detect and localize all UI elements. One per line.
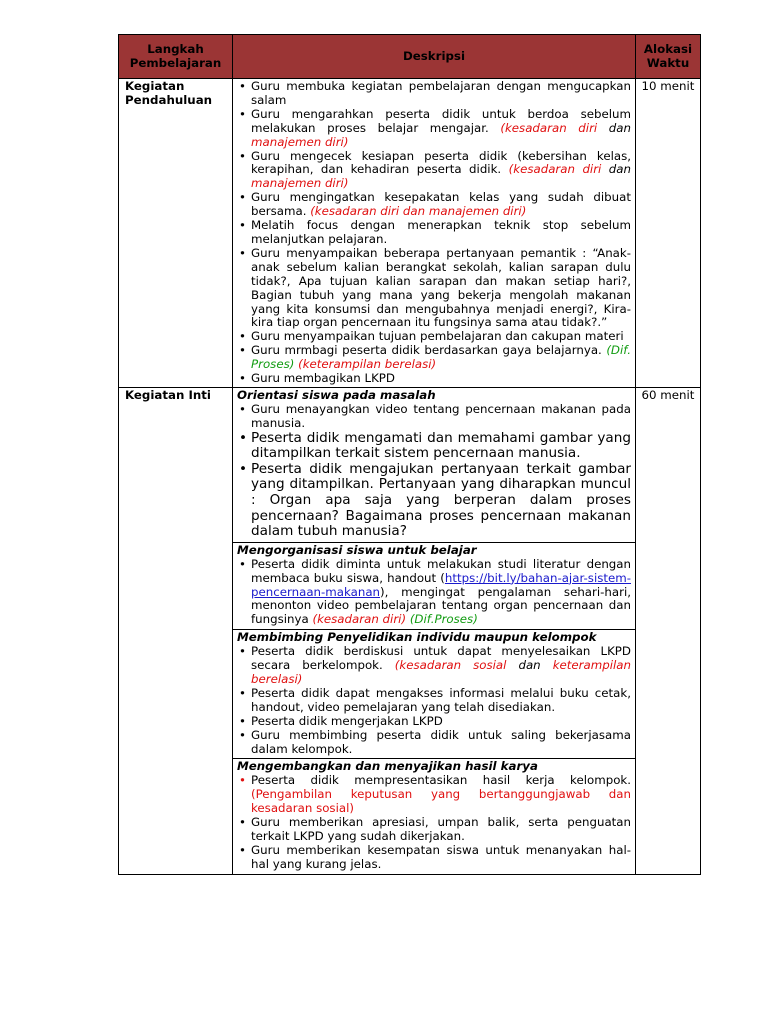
mengembangkan-section [233,759,636,874]
lesson-plan-table [118,34,701,875]
section-title: Orientasi siswa pada masalah [237,387,436,402]
list-item: • Guru menayangkan video tentang pencernaan makanan pada manusia. [237,403,631,431]
list-item: • Melatih focus dengan menerapkan teknik stop sebelum melanjutkan pelajaran. [237,219,631,247]
list-item: • Guru membuka kegiatan pembelajaran dengan mengucapkan salam [237,80,631,108]
list-item: • Peserta didik mempresentasikan hasil kerja kelompok. (Pengambilan keputusan yang bertanggungjawab dan kesadaran sosial) [237,774,631,816]
header-alokasi: Alokasi Waktu [636,35,701,79]
alloc-inti: 60 menit [636,387,701,874]
header-langkah: Langkah Pembelajaran [119,35,233,79]
step-inti: Kegiatan Inti [119,387,233,874]
section-title: Mengorganisasi siswa untuk belajar [237,542,477,557]
list-item: • Peserta didik diminta untuk melakukan studi literatur dengan membaca buku siswa, handout (https://bit.ly/bahan-ajar-sistem-pencernaan-makanan), mengingat pengalaman sehari-hari, menonton video pembelajaran tentang organ pencernaan dan fungsinya (kesadaran diri) (Dif.Proses) [237,558,631,628]
alloc-pendahuluan: 10 menit [636,79,701,388]
table-row [119,387,701,542]
step-pendahuluan: Kegiatan Pendahuluan [119,79,233,388]
membimbing-section [233,630,636,759]
section-title: Membimbing Penyelidikan individu maupun kelompok [237,630,597,645]
description-cell [233,79,636,388]
list-item: • Guru membagikan LKPD [237,372,631,386]
organisasi-section [233,542,636,629]
list-item: • Guru memberikan apresiasi, umpan balik, serta penguatan terkait LKPD yang sudah dikerjakan. [237,816,631,844]
header-deskripsi: Deskripsi [233,35,636,79]
bahan-ajar-link[interactable]: https://bit.ly/bahan-ajar-sistem-pencernaan-makanan [251,570,631,599]
list-item: • Guru menyampaikan tujuan pembelajaran dan cakupan materi [237,330,631,344]
list-item: • Guru mrmbagi peserta didik berdasarkan gaya belajarnya. (Dif. Proses) (keterampilan berelasi) [237,344,631,372]
table-row [119,79,701,388]
list-item: • Peserta didik mengerjakan LKPD [237,715,631,729]
list-item: • Guru menyampaikan beberapa pertanyaan pemantik : “Anak-anak sebelum kalian berangkat sekolah, kalian sarapan dulu tidak?, Apa tujuan kalian sarapan dan makan setiap hari?, Bagian tubuh yang mana yang bekerja mengolah makanan yang kita konsumsi dan mengubahnya menjadi energi?, Kira-kira tiap organ pencernaan itu fungsinya sama atau tidak?.” [237,247,631,330]
list-item: • Guru mengarahkan peserta didik untuk berdoa sebelum melakukan proses belajar mengajar. (kesadaran diri dan manajemen diri) [237,108,631,150]
list-item: • Peserta didik dapat mengakses informasi melalui buku cetak, handout, video pemelajaran yang telah disediakan. [237,687,631,715]
list-item: • Peserta didik berdiskusi untuk dapat menyelesaikan LKPD secara berkelompok. (kesadaran sosial dan keterampilan berelasi) [237,645,631,687]
orientasi-section [233,387,636,542]
list-item: • Guru mengingatkan kesepakatan kelas yang sudah dibuat bersama. (kesadaran diri dan manajemen diri) [237,191,631,219]
list-item: • Guru mengecek kesiapan peserta didik (kebersihan kelas, kerapihan, dan kehadiran peserta didik. (kesadaran diri dan manajemen diri) [237,150,631,192]
section-title: Mengembangkan dan menyajikan hasil karya [237,759,538,774]
list-item: • Peserta didik mengajukan pertanyaan terkait gambar yang ditampilkan. Pertanyaan yang diharapkan muncul : Organ apa saja yang berperan dalam proses pencernaan? Bagaimana proses pencernaan makanan dalam tubuh manusia? [237,462,631,540]
list-item: • Guru memberikan kesempatan siswa untuk menanyakan hal-hal yang kurang jelas. [237,844,631,872]
list-item: • Guru membimbing peserta didik untuk saling bekerjasama dalam kelompok. [237,729,631,757]
table-header-row [119,35,701,79]
list-item: • Peserta didik mengamati dan memahami gambar yang ditampilkan terkait sistem pencernaan manusia. [237,431,631,462]
pendahuluan-list [237,80,631,386]
